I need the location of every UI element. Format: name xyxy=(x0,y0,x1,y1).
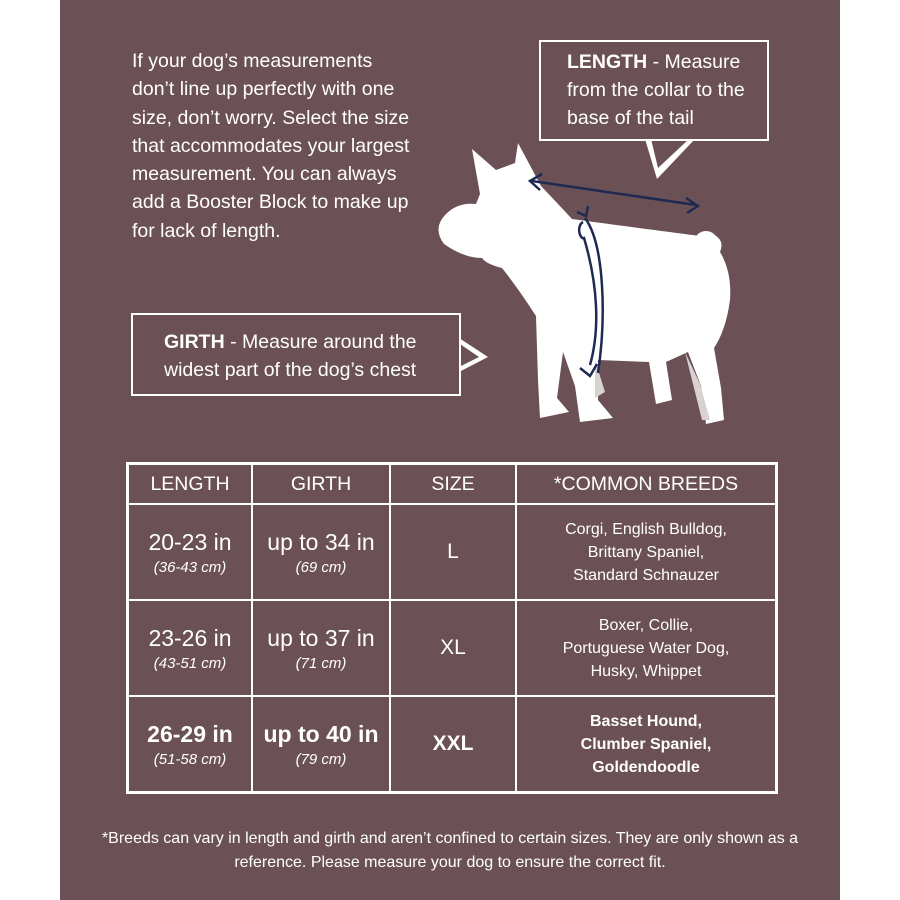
table-row xyxy=(128,696,776,792)
table-row xyxy=(128,504,776,600)
breeds-cell: Basset Hound, Clumber Spaniel, Goldendoodle xyxy=(516,696,776,792)
header-length: LENGTH xyxy=(128,464,252,504)
size-cell: XL xyxy=(390,600,516,696)
table-header-row xyxy=(128,464,776,504)
girth-callout xyxy=(131,313,461,396)
girth-cell: up to 34 in (69 cm) xyxy=(252,504,390,600)
size-cell: L xyxy=(390,504,516,600)
breeds-cell: Boxer, Collie, Portuguese Water Dog, Husky, Whippet xyxy=(516,600,776,696)
length-cell: 23-26 in (43-51 cm) xyxy=(128,600,252,696)
girth-cell: up to 37 in (71 cm) xyxy=(252,600,390,696)
footnote: *Breeds can vary in length and girth and aren’t confined to certain sizes. They are only shown as a reference. Please measure your dog to ensure the correct fit. xyxy=(101,830,799,871)
length-callout-label: LENGTH xyxy=(567,51,648,73)
breeds-cell: Corgi, English Bulldog, Brittany Spaniel, Standard Schnauzer xyxy=(516,504,776,600)
length-callout-text: - Measure from the collar to the base of the tail xyxy=(567,51,745,129)
girth-cell: up to 40 in (79 cm) xyxy=(252,696,390,792)
girth-callout-text: - Measure around the widest part of the dog’s chest xyxy=(164,331,417,381)
girth-callout-label: GIRTH xyxy=(164,331,225,353)
length-callout xyxy=(539,40,769,141)
size-cell: XXL xyxy=(390,696,516,792)
table-row xyxy=(128,600,776,696)
length-cell: 20-23 in (36-43 cm) xyxy=(128,504,252,600)
intro-text: If your dog’s measurements don’t line up perfectly with one size, don’t worry. Select the size that accommodates your largest measurement. You can always add a Booster Block to make up for lack of length. xyxy=(132,50,410,242)
header-girth: GIRTH xyxy=(252,464,390,504)
size-guide-panel xyxy=(60,0,840,900)
header-size: SIZE xyxy=(390,464,516,504)
size-table xyxy=(126,462,778,794)
dog-silhouette xyxy=(438,143,730,424)
length-cell: 26-29 in (51-58 cm) xyxy=(128,696,252,792)
header-common-breeds: *COMMON BREEDS xyxy=(516,464,776,504)
